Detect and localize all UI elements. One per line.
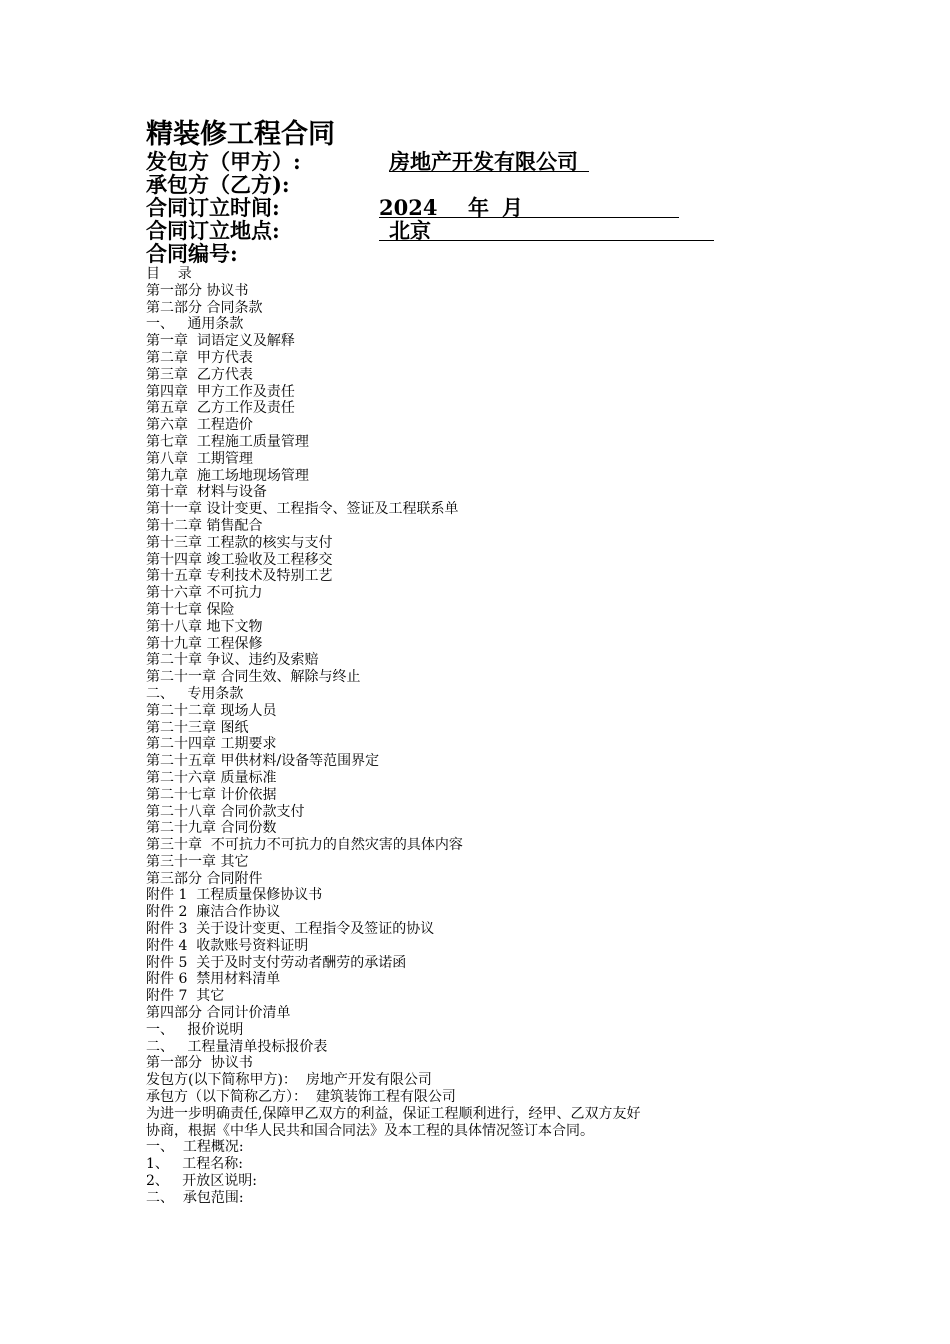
toc-line: 第二十七章 计价依据	[146, 786, 277, 803]
date-label: 合同订立时间:	[146, 195, 280, 220]
party-b-label: 承包方（乙方):	[146, 172, 290, 197]
toc-line: 第二部分 合同条款	[146, 299, 263, 316]
place-label: 合同订立地点:	[146, 218, 280, 243]
toc-line: 第六章 工程造价	[146, 417, 253, 434]
toc-line: 第十四章 竣工验收及工程移交	[146, 551, 333, 568]
toc-line: 第七章 工程施工质量管理	[146, 433, 309, 450]
toc-line: 二、 工程量清单投标报价表	[146, 1038, 328, 1055]
toc-line: 第十九章 工程保修	[146, 635, 263, 652]
place-underline	[379, 240, 714, 241]
body-line: 为进一步明确责任,保障甲乙双方的利益，保证工程顺利进行，经甲、乙双方友好	[146, 1105, 641, 1122]
date-month-unit: 月	[502, 195, 523, 220]
toc-line: 二、 专用条款	[146, 685, 244, 702]
toc-line: 第八章 工期管理	[146, 450, 253, 467]
party-a-underline	[389, 171, 589, 172]
place-row	[146, 219, 846, 242]
toc-line: 第二十六章 质量标准	[146, 769, 277, 786]
body-line: 发包方(以下简称甲方)： 房地产开发有限公司	[146, 1072, 432, 1089]
toc-line: 一、 报价说明	[146, 1021, 244, 1038]
toc-line: 第一部分 协议书	[146, 282, 249, 299]
toc-line: 附件 7 其它	[146, 988, 225, 1005]
toc-line: 第二十八章 合同价款支付	[146, 803, 305, 820]
toc-line: 第五章 乙方工作及责任	[146, 400, 295, 417]
agreement-body	[146, 1055, 846, 1206]
toc-line: 第三十章 不可抗力不可抗力的自然灾害的具体内容	[146, 837, 463, 854]
toc-line: 第二十九章 合同份数	[146, 820, 277, 837]
body-line: 一、 工程概况:	[146, 1139, 244, 1156]
toc-line: 附件 5 关于及时支付劳动者酬劳的承诺函	[146, 954, 407, 971]
toc-line: 第二章 甲方代表	[146, 349, 253, 366]
toc-line: 第二十五章 甲供材料/设备等范围界定	[146, 753, 380, 770]
party-a-label: 发包方（甲方）:	[146, 149, 301, 174]
date-year: 2024	[379, 195, 438, 220]
toc-line: 第二十章 争议、违约及索赔	[146, 652, 319, 669]
toc-line: 附件 3 关于设计变更、工程指令及签证的协议	[146, 921, 435, 938]
toc-line: 第二十一章 合同生效、解除与终止	[146, 669, 361, 686]
date-year-unit: 年	[468, 195, 489, 220]
toc-line: 第十五章 专利技术及特别工艺	[146, 568, 333, 585]
toc-line: 附件 1 工程质量保修协议书	[146, 887, 323, 904]
toc-line: 第十二章 销售配合	[146, 517, 263, 534]
toc-line: 第十三章 工程款的核实与支付	[146, 534, 333, 551]
body-line: 承包方（以下简称乙方）： 建筑装饰工程有限公司	[146, 1089, 456, 1106]
place-value: 北京	[389, 218, 431, 243]
toc-line: 附件 4 收款账号资料证明	[146, 937, 309, 954]
date-row	[146, 196, 846, 219]
toc-line: 第四部分 合同计价清单	[146, 1005, 291, 1022]
toc-line: 第十章 材料与设备	[146, 484, 267, 501]
party-b-row	[146, 173, 846, 196]
table-of-contents	[146, 266, 846, 1055]
body-line: 1、 工程名称:	[146, 1156, 243, 1173]
toc-line: 附件 2 廉洁合作协议	[146, 904, 281, 921]
contract-number-label: 合同编号:	[146, 241, 238, 266]
contract-number-row	[146, 242, 846, 264]
toc-line: 第二十三章 图纸	[146, 719, 249, 736]
toc-line: 第十七章 保险	[146, 601, 235, 618]
toc-line: 第一章 词语定义及解释	[146, 333, 295, 350]
toc-line: 第二十二章 现场人员	[146, 702, 277, 719]
toc-line: 附件 6 禁用材料清单	[146, 971, 281, 988]
toc-line: 第九章 施工场地现场管理	[146, 467, 309, 484]
toc-line: 一、 通用条款	[146, 316, 244, 333]
body-line: 第一部分 协议书	[146, 1055, 253, 1072]
toc-line: 第十一章 设计变更、工程指令、签证及工程联系单	[146, 501, 459, 518]
toc-line: 目 录	[146, 266, 192, 282]
toc-line: 第十八章 地下文物	[146, 618, 263, 635]
party-a-value: 房地产开发有限公司	[389, 149, 578, 174]
body-line: 2、 开放区说明:	[146, 1173, 257, 1190]
toc-line: 第三部分 合同附件	[146, 870, 263, 887]
toc-line: 第三章 乙方代表	[146, 366, 253, 383]
document-page	[146, 120, 846, 1207]
toc-line: 第三十一章 其它	[146, 853, 249, 870]
toc-line: 第十六章 不可抗力	[146, 585, 263, 602]
toc-line: 第二十四章 工期要求	[146, 736, 277, 753]
body-line: 二、 承包范围:	[146, 1189, 244, 1206]
body-line: 协商，根据《中华人民共和国合同法》及本工程的具体情况签订本合同。	[146, 1122, 594, 1139]
toc-line: 第四章 甲方工作及责任	[146, 383, 295, 400]
party-a-row	[146, 150, 846, 173]
document-title: 精装修工程合同	[146, 119, 335, 150]
